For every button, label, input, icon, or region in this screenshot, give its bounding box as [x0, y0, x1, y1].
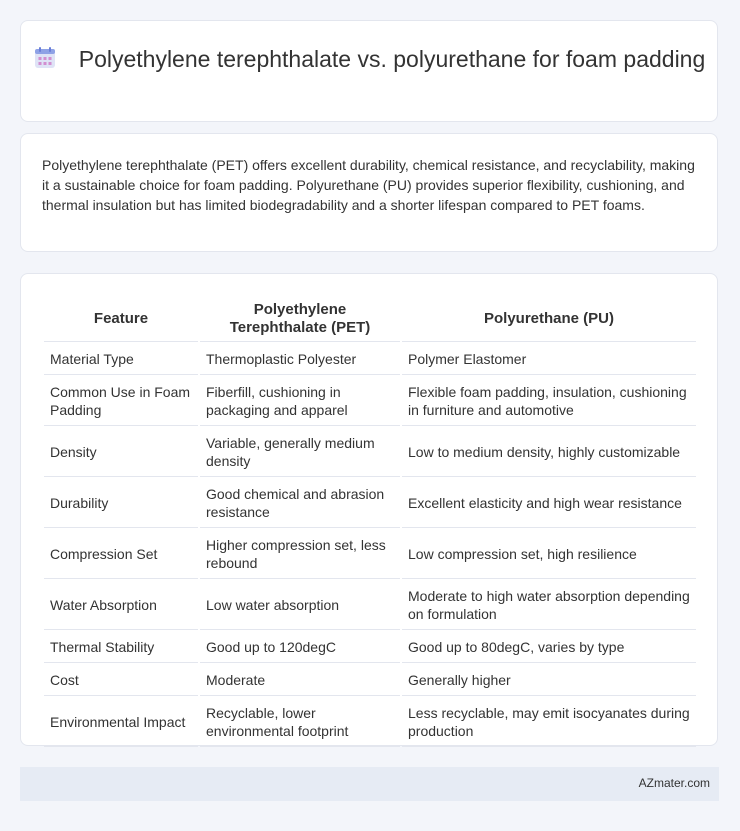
pet-cell: Good up to 120degC	[200, 632, 400, 663]
table-row	[44, 632, 696, 663]
feature-cell: Compression Set	[44, 530, 198, 579]
calendar-icon	[33, 46, 57, 70]
table-row	[44, 665, 696, 696]
feature-cell: Water Absorption	[44, 581, 198, 630]
pu-cell: Good up to 80degC, varies by type	[402, 632, 696, 663]
pet-cell: Recyclable, lower environmental footprint	[200, 698, 400, 747]
table-row	[44, 428, 696, 477]
footer-brand: AZmater.com	[638, 776, 710, 790]
table-row	[44, 344, 696, 375]
pet-cell: Low water absorption	[200, 581, 400, 630]
table-row	[44, 377, 696, 426]
pet-cell: Variable, generally medium density	[200, 428, 400, 477]
table-row	[44, 530, 696, 579]
table-row	[44, 698, 696, 747]
pu-cell: Low compression set, high resilience	[402, 530, 696, 579]
comparison-card	[20, 273, 718, 746]
pu-cell: Excellent elasticity and high wear resistance	[402, 479, 696, 528]
pu-cell: Generally higher	[402, 665, 696, 696]
feature-cell: Thermal Stability	[44, 632, 198, 663]
feature-cell: Environmental Impact	[44, 698, 198, 747]
header-pet: Polyethylene Terephthalate (PET)	[200, 297, 400, 342]
pu-cell: Polymer Elastomer	[402, 344, 696, 375]
feature-cell: Material Type	[44, 344, 198, 375]
table-header-row	[44, 297, 696, 342]
pu-cell: Flexible foam padding, insulation, cushioning in furniture and automotive	[402, 377, 696, 426]
pet-cell: Thermoplastic Polyester	[200, 344, 400, 375]
page-title-wrap	[21, 45, 717, 74]
comparison-table	[42, 295, 698, 749]
feature-cell: Durability	[44, 479, 198, 528]
summary-text: Polyethylene terephthalate (PET) offers excellent durability, chemical resistance, and recyclability, making it a sustainable choice for foam padding. Polyurethane (PU) provides superior flexibility, cushioning, and thermal insulation but has limited biodegradability and a shorter lifespan compared to PET foams.	[42, 157, 695, 213]
pet-cell: Moderate	[200, 665, 400, 696]
pet-cell: Fiberfill, cushioning in packaging and apparel	[200, 377, 400, 426]
feature-cell: Density	[44, 428, 198, 477]
footer-bar	[20, 767, 719, 801]
pet-cell: Higher compression set, less rebound	[200, 530, 400, 579]
pet-cell: Good chemical and abrasion resistance	[200, 479, 400, 528]
title-card	[20, 20, 718, 122]
pu-cell: Low to medium density, highly customizable	[402, 428, 696, 477]
summary-card	[20, 133, 718, 252]
header-feature: Feature	[44, 297, 198, 342]
feature-cell: Cost	[44, 665, 198, 696]
pu-cell: Moderate to high water absorption depending on formulation	[402, 581, 696, 630]
header-pu: Polyurethane (PU)	[402, 297, 696, 342]
table-row	[44, 581, 696, 630]
table-row	[44, 479, 696, 528]
feature-cell: Common Use in Foam Padding	[44, 377, 198, 426]
page-title: Polyethylene terephthalate vs. polyurethane for foam padding	[78, 46, 706, 72]
pu-cell: Less recyclable, may emit isocyanates during production	[402, 698, 696, 747]
